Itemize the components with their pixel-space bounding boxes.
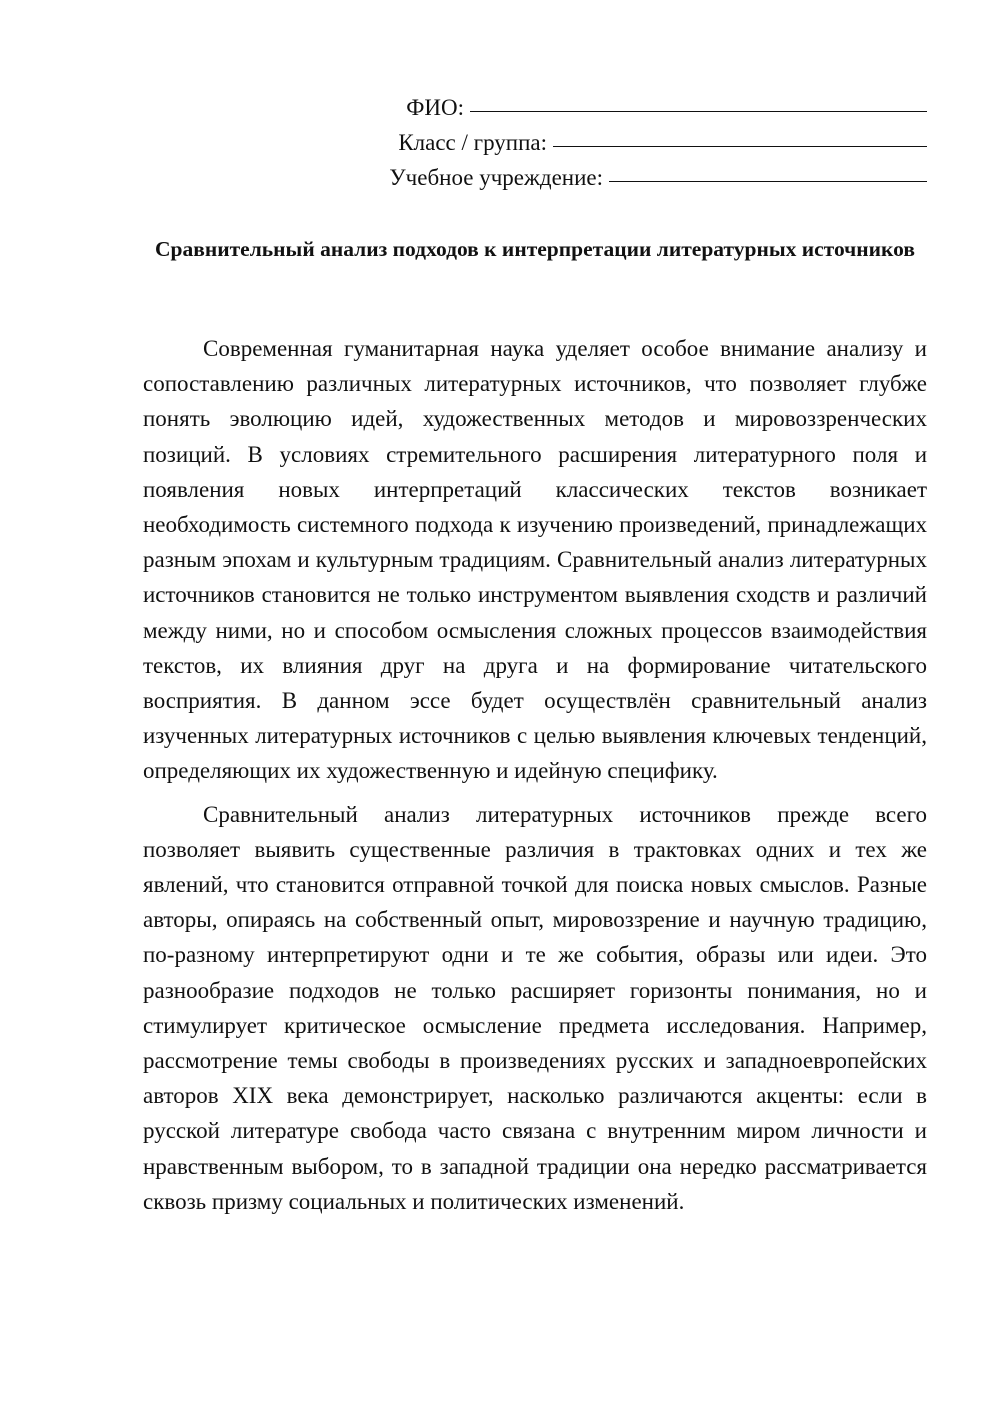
paragraph-2: Сравнительный анализ литературных источников прежде всего позволяет выявить существенные различия в трактовках одних и тех же явлений, что становится отправной точкой для поиска новых смыслов. Разные авторы, опираясь на собственный опыт, мировоззрение и научную традицию, по-разному интерпретируют одни и те же события, образы или идеи. Это разнообразие подходов не только расширяет горизонты понимания, но и стимулирует критическое осмысление предмета исследования. Например, рассмотрение темы свободы в произведениях русских и западноевропейских авторов XIX века демонстрирует, насколько различаются акценты: если в русской литературе свобода часто связана с внутренним миром личности и нравственным выбором, то в западной традиции она нередко рассматривается сквозь призму социальных и политических изменений. (143, 801, 927, 1214)
fio-field-row (307, 90, 927, 125)
class-label: Класс / группа: (398, 130, 547, 155)
essay-title: Сравнительный анализ подходов к интерпретации литературных источников (155, 237, 915, 261)
fio-blank-line[interactable] (470, 89, 927, 112)
class-field-row (307, 125, 927, 160)
essay-body (143, 331, 927, 1227)
school-label: Учебное учреждение: (389, 165, 603, 190)
document-page (143, 0, 927, 1414)
fio-label: ФИО: (406, 95, 464, 120)
student-info-fields (307, 90, 927, 195)
paragraph-1: Современная гуманитарная наука уделяет особое внимание анализу и сопоставлению различных литературных источников, что позволяет глубже понять эволюцию идей, художественных методов и мировоззренческих позиций. В условиях стремительного расширения литературного поля и появления новых интерпретаций классических текстов возникает необходимость системного подхода к изучению произведений, принадлежащих разным эпохам и культурным традициям. Сравнительный анализ литературных источников становится не только инструментом выявления сходств и различий между ними, но и способом осмысления сложных процессов взаимодействия текстов, их влияния друг на друга и на формирование читательского восприятия. В данном эссе будет осуществлён сравнительный анализ изученных литературных источников с целью выявления ключевых тенденций, определяющих их художественную и идейную специфику. (143, 336, 927, 784)
school-blank-line[interactable] (609, 159, 927, 182)
class-blank-line[interactable] (553, 124, 927, 147)
school-field-row (307, 160, 927, 195)
